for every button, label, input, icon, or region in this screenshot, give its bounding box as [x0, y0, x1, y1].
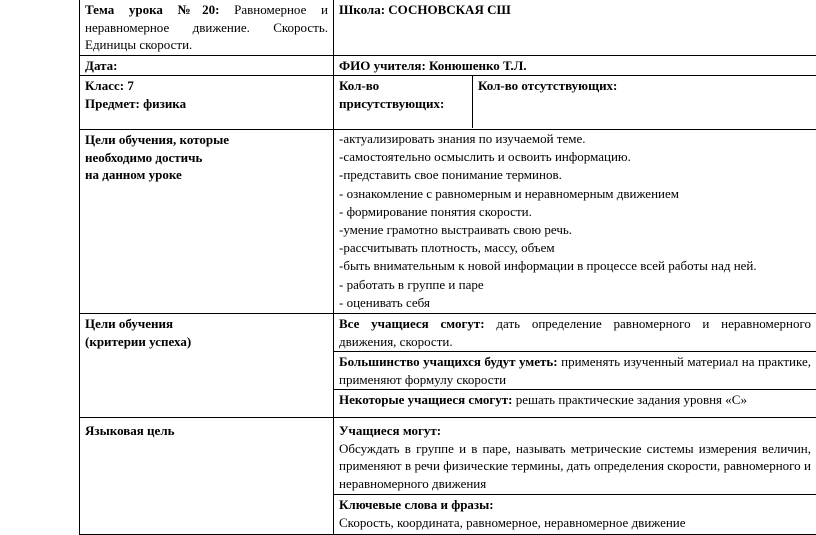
absent-cell — [472, 76, 816, 128]
criteria-most-label: Большинство учащихся будут уметь: — [339, 354, 558, 369]
grade-label: Класс: 7 — [85, 77, 328, 95]
goals-list — [339, 130, 811, 312]
criteria-all-label: Все учащиеся смогут: — [339, 316, 485, 331]
goals-label-line: необходимо достичь — [85, 149, 328, 167]
keywords-cell — [334, 495, 816, 535]
criteria-some-label: Некоторые учащиеся смогут: — [339, 392, 513, 407]
criteria-all-text: дать определение равномерного и неравномерного движения, скорости. — [339, 316, 811, 349]
goal-item: -актуализировать знания по изучаемой теме. — [339, 130, 811, 148]
criteria-most-cell — [334, 352, 816, 390]
class-row — [80, 76, 816, 130]
criteria-label-line: Цели обучения — [85, 315, 328, 333]
goals-label-cell — [80, 130, 334, 314]
topic-label: Тема урока №20: — [85, 2, 219, 17]
language-students-label: Учащиеся могут: — [339, 422, 811, 440]
language-label-cell — [80, 418, 334, 535]
criteria-label-line: (критерии успеха) — [85, 333, 328, 351]
present-label: Кол-во присутствующих: — [339, 78, 444, 111]
criteria-most-text: применять изученный материал на практике, применяют формулу скорости — [339, 354, 811, 387]
goal-item: -самостоятельно осмыслить и освоить информацию. — [339, 148, 811, 166]
criteria-some-cell — [334, 390, 816, 418]
goal-item: - работать в группе и паре — [339, 276, 811, 294]
date-row — [80, 55, 816, 76]
goal-item: - оценивать себя — [339, 294, 811, 312]
goal-item: -умение грамотно выстраивать свою речь. — [339, 221, 811, 239]
school-cell — [334, 0, 816, 55]
criteria-row-all — [80, 314, 816, 352]
teacher-name: ФИО учителя: Конюшенко Т.Л. — [339, 58, 527, 73]
goal-item: - формирование понятия скорости. — [339, 203, 811, 221]
subject-label: Предмет: физика — [85, 95, 328, 113]
language-students-cell — [334, 418, 816, 495]
language-row — [80, 418, 816, 495]
present-cell — [334, 76, 472, 128]
goals-label — [85, 131, 328, 184]
goal-item: -быть внимательным к новой информации в процессе всей работы над ней. — [339, 257, 811, 275]
goals-label-line: Цели обучения, которые — [85, 131, 328, 149]
language-students-text: Обсуждать в группе и в паре, называть метрические системы измерения величин, применяют в речи физические термины, дать определения скорости, равномерного и неравномерного движения — [339, 440, 811, 493]
lesson-plan-table — [79, 0, 816, 535]
criteria-label-cell — [80, 314, 334, 418]
class-cell — [80, 76, 334, 130]
criteria-label — [85, 315, 328, 350]
goals-label-line: на данном уроке — [85, 166, 328, 184]
goal-item: - ознакомление с равномерным и неравномерным движением — [339, 185, 811, 203]
school-name: Школа: СОСНОВСКАЯ СШ — [339, 2, 511, 17]
absent-label: Кол-во отсутствующих: — [478, 78, 617, 93]
keywords-text: Скорость, координата, равномерное, неравномерное движение — [339, 514, 811, 532]
attendance-cell — [334, 76, 816, 130]
goals-list-cell — [334, 130, 816, 314]
topic-text: Равномерное и неравномерное движение. Скорость. Единицы скорости. — [85, 2, 328, 52]
language-label: Языковая цель — [85, 423, 175, 438]
criteria-some-text: решать практические задания уровня «С» — [516, 392, 747, 407]
topic-cell — [80, 0, 334, 55]
date-cell — [80, 55, 334, 76]
topic-row — [80, 0, 816, 55]
criteria-all-cell — [334, 314, 816, 352]
goal-item: -представить свое понимание терминов. — [339, 166, 811, 184]
teacher-cell — [334, 55, 816, 76]
goal-item: -рассчитывать плотность, массу, объем — [339, 239, 811, 257]
keywords-label: Ключевые слова и фразы: — [339, 496, 811, 514]
date-label: Дата: — [85, 58, 117, 73]
goals-row — [80, 130, 816, 314]
